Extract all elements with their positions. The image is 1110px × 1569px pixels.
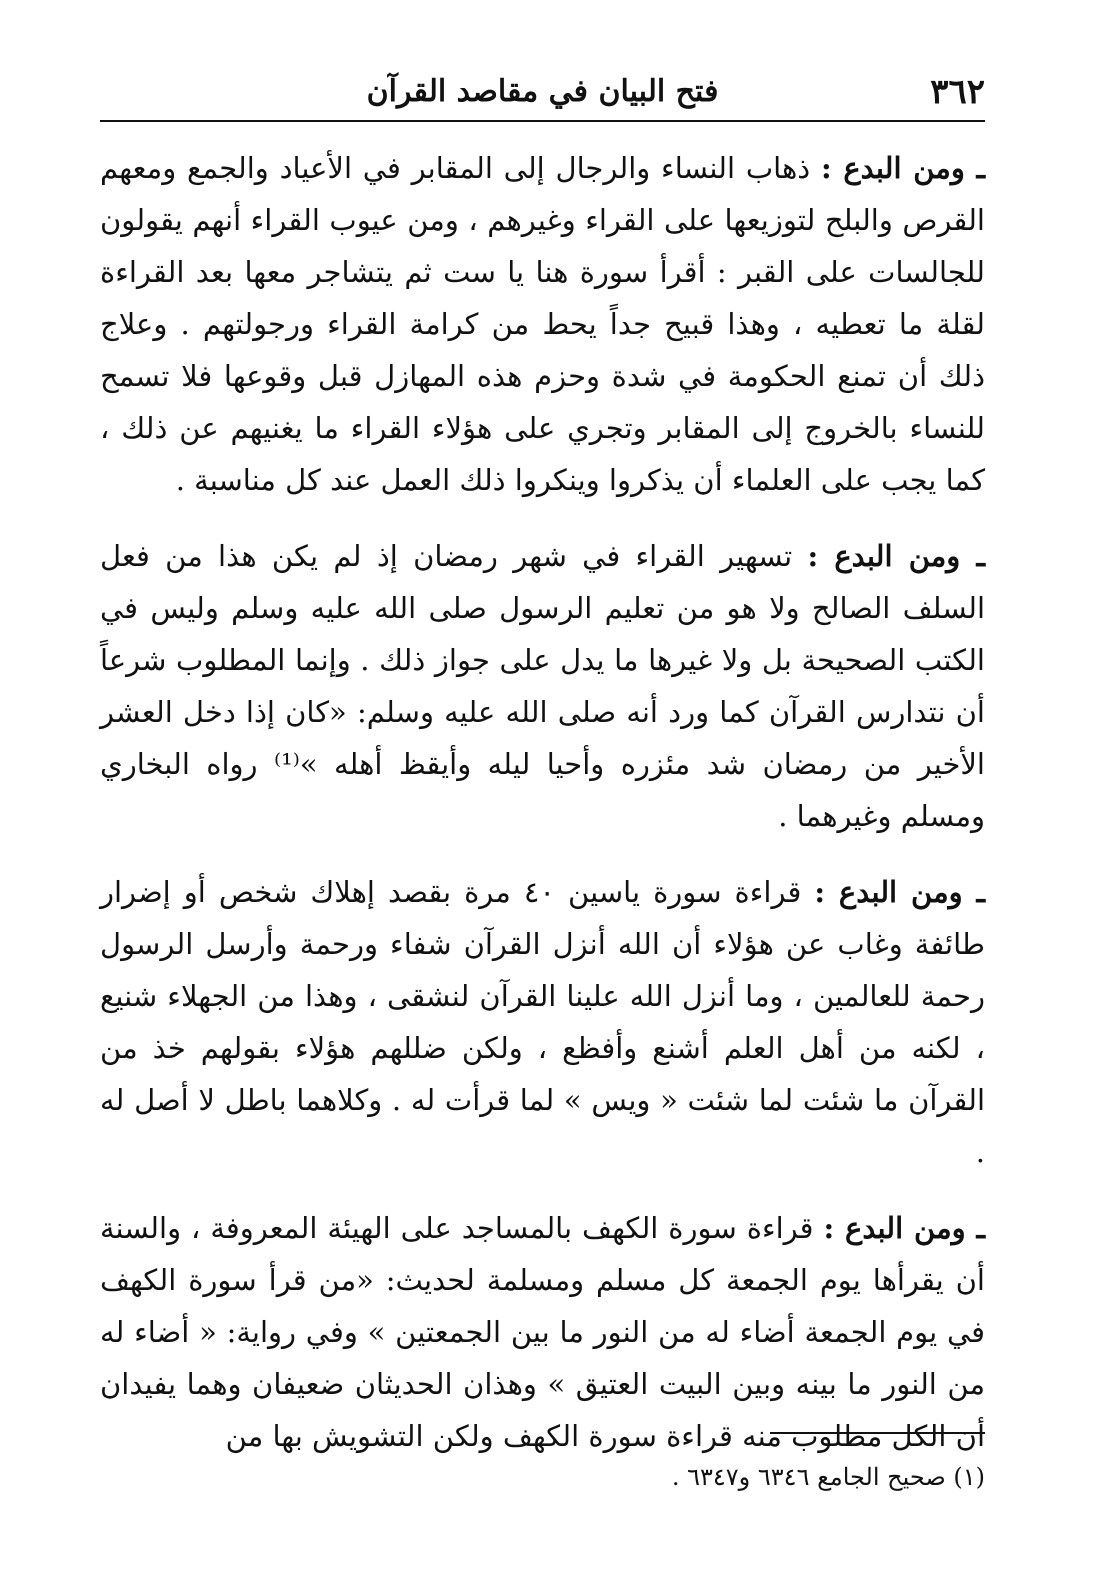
paragraph: [100, 142, 985, 506]
paragraph-text: قراءة سورة الكهف بالمساجد على الهيئة المعروفة ، والسنة أن يقرأها يوم الجمعة كل مسلم ومسلمة لحديث: «من قرأ سورة الكهف في يوم الجمعة أضاء له من النور ما بين الجمعتين » وفي رواية: « أضاء له من النور ما بينه وبين البيت العتيق » وهذان الحديثان ضعيفان وهما يفيدان أن الكل مطلوب منه قراءة سورة الكهف ولكن التشويش بها من: [100, 1211, 985, 1453]
paragraph: [100, 1202, 985, 1462]
footnote-divider: [770, 1432, 985, 1434]
paragraph-lead: ـ ومن البدع :: [820, 151, 985, 185]
page-header: [100, 62, 985, 122]
paragraph-lead: ـ ومن البدع :: [807, 539, 985, 573]
paragraph-lead: ـ ومن البدع :: [814, 875, 985, 909]
header-divider: [100, 120, 985, 122]
paragraph-lead: ـ ومن البدع :: [823, 1211, 985, 1245]
paragraph-text: تسهير القراء في شهر رمضان إذ لم يكن هذا من فعل السلف الصالح ولا هو من تعليم الرسول صلى الله عليه وسلم وليس في الكتب الصحيحة بل ولا غيرها ما يدل على جواز ذلك . وإنما المطلوب شرعاً أن نتدارس القرآن كما ورد أنه صلى الله عليه وسلم: «كان إذا دخل العشر الأخير من رمضان شد مئزره وأحيا ليله وأيقظ أهله »⁽¹⁾ رواه البخاري ومسلم وغيرهما .: [100, 539, 985, 833]
page-number: ٣٦٢: [930, 72, 985, 112]
body-text: [100, 142, 985, 1486]
paragraph-text: قراءة سورة ياسين ٤٠ مرة بقصد إهلاك شخص أو إضرار طائفة وغاب عن هؤلاء أن الله أنزل القرآن شفاء ورحمة وأرسل الرسول رحمة للعالمين ، وما أنزل الله علينا القرآن لنشقى ، وهذا من الجهلاء شنيع ، لكنه من أهل العلم أشنع وأفظع ، ولكن ضللهم هؤلاء بقولهم خذ من القرآن ما شئت لما شئت « ويس » لما قرأت له . وكلاهما باطل لا أصل له .: [100, 875, 985, 1169]
paragraph: [100, 866, 985, 1178]
paragraph-text: ذهاب النساء والرجال إلى المقابر في الأعياد والجمع ومعهم القرص والبلح لتوزيعها على القراء وغيرهم ، ومن عيوب القراء أنهم يقولون للجالسات على القبر : أقرأ سورة هنا يا ست ثم يتشاجر معها بعد القراءة لقلة ما تعطيه ، وهذا قبيح جداً يحط من كرامة القراء ورجولتهم . وعلاج ذلك أن تمنع الحكومة في شدة وحزم هذه المهازل قبل وقوعها فلا تسمح للنساء بالخروج إلى المقابر وتجري على هؤلاء القراء ما يغنيهم عن ذلك ، كما يجب على العلماء أن يذكروا وينكروا ذلك العمل عند كل مناسبة .: [100, 151, 985, 497]
footnote: (١) صحيح الجامع ٦٣٤٦ و٦٣٤٧ .: [671, 1463, 985, 1491]
paragraph: [100, 530, 985, 842]
running-title: فتح البيان في مقاصد القرآن: [366, 74, 719, 109]
